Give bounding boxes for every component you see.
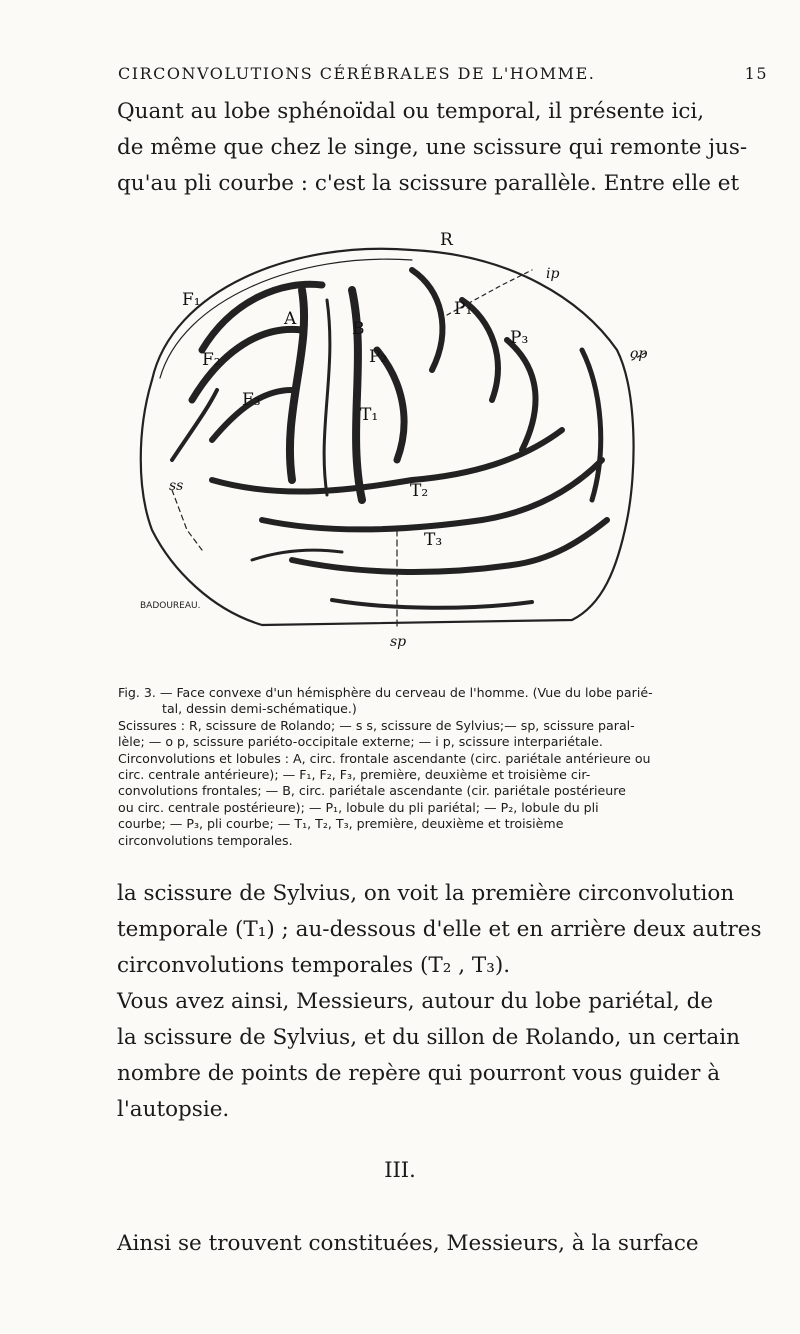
label-B: B: [352, 319, 365, 339]
figure-caption: [118, 685, 768, 849]
caption-line: tal, dessin demi-schématique.): [162, 701, 357, 717]
label-F3: F₃: [242, 390, 261, 410]
caption-line: ou circ. centrale postérieure); — P₁, lobule du pli pariétal; — P₂, lobule du pli: [118, 799, 599, 815]
label-F1: F₁: [182, 290, 201, 310]
paragraph-intro: [117, 94, 769, 202]
engraver-signature: BADOUREAU.: [140, 601, 201, 611]
section-heading: III.: [384, 1158, 416, 1182]
running-head: CIRCONVOLUTIONS CÉRÉBRALES DE L'HOMME.: [118, 64, 596, 83]
label-op: op: [630, 346, 648, 362]
page-number: 15: [744, 64, 768, 83]
label-ss: ss: [169, 478, 184, 494]
caption-line: Circonvolutions et lobules : A, circ. frontale ascendante (circ. pariétale antérieure ou: [118, 750, 651, 766]
text-line: la scissure de Sylvius, on voit la première circonvolution: [117, 881, 735, 906]
label-sp: sp: [390, 634, 407, 650]
label-P3: P₃: [510, 328, 529, 348]
text-line: de même que chez le singe, une scissure qui remonte jus-: [117, 135, 748, 160]
brain-figure: [112, 230, 652, 650]
label-A: A: [284, 309, 297, 329]
paragraph-body: [117, 876, 769, 1128]
caption-line: courbe; — P₃, pli courbe; — T₁, T₂, T₃, première, deuxième et troisième: [118, 816, 564, 832]
text-line: Vous avez ainsi, Messieurs, autour du lobe pariétal, de: [117, 989, 714, 1014]
label-T2: T₂: [410, 481, 429, 501]
caption-line: circonvolutions temporales.: [118, 832, 293, 848]
text-line: temporale (T₁) ; au-dessous d'elle et en arrière deux autres: [117, 917, 762, 942]
caption-line: Scissures : R, scissure de Rolando; — s s, scissure de Sylvius;— sp, scissure paral-: [118, 717, 635, 733]
label-F2: F₂: [202, 350, 221, 370]
label-R: R: [440, 230, 453, 250]
caption-line: convolutions frontales; — B, circ. pariétale ascendante (cir. pariétale postérieure: [118, 783, 626, 799]
text-line: qu'au pli courbe : c'est la scissure parallèle. Entre elle et: [117, 171, 740, 196]
label-T1: T₁: [360, 405, 379, 425]
label-ip: ip: [546, 266, 560, 282]
paragraph-section: [117, 1226, 769, 1262]
label-T3: T₃: [424, 530, 443, 550]
caption-line: Fig. 3. — Face convexe d'un hémisphère du cerveau de l'homme. (Vue du lobe parié-: [118, 685, 653, 700]
text-line: la scissure de Sylvius, et du sillon de Rolando, un certain: [117, 1025, 740, 1050]
caption-line: circ. centrale antérieure); — F₁, F₂, F₃, première, deuxième et troisième cir-: [118, 767, 591, 783]
text-line: l'autopsie.: [117, 1097, 230, 1122]
text-line: nombre de points de repère qui pourront vous guider à: [117, 1061, 721, 1086]
label-P1: P₁: [454, 299, 473, 319]
text-line: Ainsi se trouvent constituées, Messieurs, à la surface: [117, 1231, 699, 1256]
text-line: Quant au lobe sphénoïdal ou temporal, il présente ici,: [117, 99, 705, 124]
text-line: circonvolutions temporales (T₂ , T₃).: [117, 953, 511, 978]
label-P2: P₂: [369, 347, 388, 367]
caption-line: lèle; — o p, scissure pariéto-occipitale externe; — i p, scissure interpariétale.: [118, 734, 603, 750]
